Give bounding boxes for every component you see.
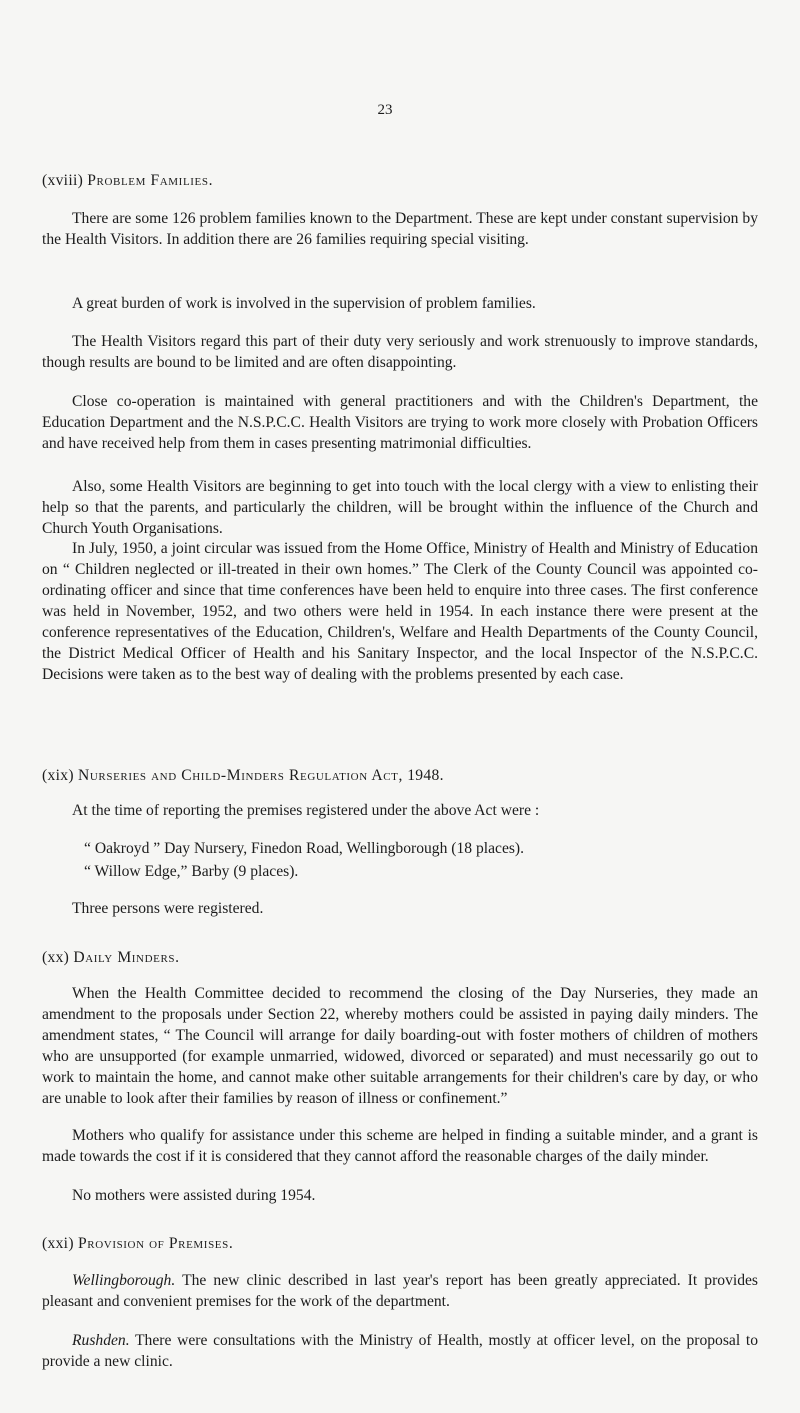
paragraph: Also, some Health Visitors are beginning to get into touch with the local clergy with a view to enlisting their help so that the parents, and particularly the children, will be brought within the influence of the Church and Church Youth Organisations. [42,478,758,537]
place-text: There were consultations with the Ministry of Health, mostly at officer level, on the proposal to provide a new clinic. [42,1332,758,1370]
section-number: (xviii) [42,172,84,189]
place-text: The new clinic described in last year's report has been greatly appreciated. It provides pleasant and convenient premises for the work of the department. [42,1272,758,1310]
section-heading-provision-of-premises [42,1233,233,1254]
paragraph: Close co-operation is maintained with general practitioners and with the Children's Department, the Education Department and the N.S.P.C.C. Health Visitors are trying to work more closely with Probation Officers and have received help from them in cases presenting matrimonial difficulties. [42,393,758,452]
section-title: Provision of Premises. [78,1235,234,1252]
paragraph: A great burden of work is involved in the supervision of problem families. [72,295,536,312]
place-name: Wellingborough. [72,1272,176,1289]
section-number: (xx) [42,949,70,966]
page-number: 23 [377,102,393,118]
paragraph: At the time of reporting the premises registered under the above Act were : [72,802,540,819]
section-title: Daily Minders. [73,949,180,966]
section-heading-problem-families [42,170,213,191]
paragraph: Three persons were registered. [72,900,264,917]
section-title: Nurseries and Child-Minders Regulation Act, [78,767,403,784]
section-number: (xix) [42,767,74,784]
paragraph: No mothers were assisted during 1954. [72,1187,316,1204]
section-number: (xxi) [42,1235,74,1252]
section-heading-nurseries-act [42,765,444,786]
premises-item: “ Oakroyd ” Day Nursery, Finedon Road, Wellingborough (18 places). [84,840,525,857]
paragraph: In July, 1950, a joint circular was issued from the Home Office, Ministry of Health and Ministry of Education on “ Children neglected or ill-treated in their own homes.” The Clerk of the County Council was appointed co-ordinating officer and since that time conferences have been held to enquire into three cases. The first conference was held in November, 1952, and two others were held in 1954. In each instance there were present at the conference representatives of the Education, Children's, Welfare and Health Departments of the County Council, the District Medical Officer of Health and his Sanitary Inspector, and the local Inspector of the N.S.P.C.C. Decisions were taken as to the best way of dealing with the problems presented by each case. [42,540,758,683]
place-name: Rushden. [72,1332,130,1349]
premises-paragraph-rushden [42,1330,758,1372]
premises-paragraph-wellingborough [42,1270,758,1312]
paragraph: When the Health Committee decided to recommend the closing of the Day Nurseries, they made an amendment to the proposals under Section 22, whereby mothers could be assisted in paying daily minders. The amendment states, “ The Council will arrange for daily boarding-out with foster mothers of children of mothers who are unsupported (for example unmarried, widowed, divorced or separated) and must necessarily go out to work to maintain the home, and cannot make other suitable arrangements for their children's care by day, or who are unable to look after their families by reason of illness or confinement.” [42,985,758,1107]
paragraph: There are some 126 problem families known to the Department. These are kept under constant supervision by the Health Visitors. In addition there are 26 families requiring special visiting. [42,210,758,248]
section-title: Problem Families. [87,172,214,189]
paragraph: The Health Visitors regard this part of their duty very seriously and work strenuously to improve standards, though results are bound to be limited and are often disappointing. [42,333,758,371]
section-year: 1948. [407,767,444,784]
premises-item: “ Willow Edge,” Barby (9 places). [84,863,299,880]
section-heading-daily-minders [42,947,180,968]
paragraph: Mothers who qualify for assistance under this scheme are helped in finding a suitable minder, and a grant is made towards the cost if it is considered that they cannot afford the reasonable charges of the daily minder. [42,1127,758,1165]
